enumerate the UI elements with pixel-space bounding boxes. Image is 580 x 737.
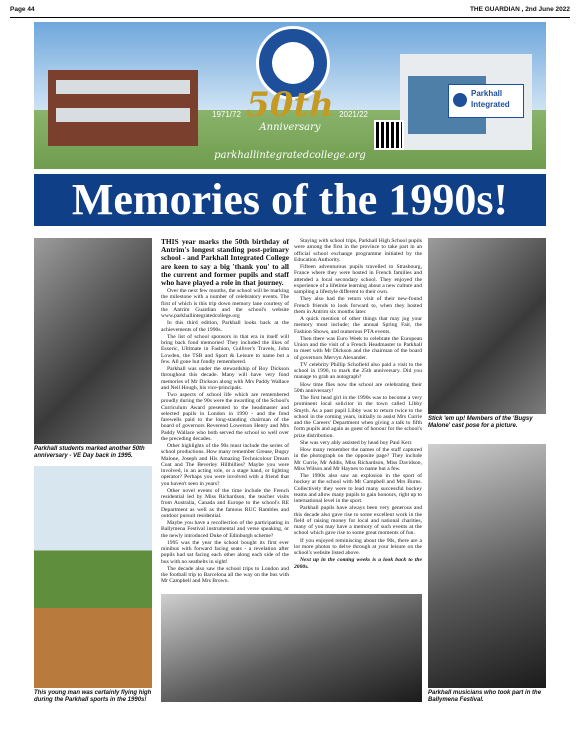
crest-inner xyxy=(272,42,314,84)
brand-line-2: Integrated xyxy=(471,100,510,109)
article-para: Parkhall was under the stewardship of Roy Dickson throughout this decade. Many will have very fond memories of Mr Dickson along with Mrs Paddy Wallace and Neil Hough, his vice-principals. xyxy=(161,366,289,391)
photo-musicians xyxy=(428,444,546,688)
page-number: Page 44 xyxy=(10,6,35,13)
page-title: Memories of the 1990s! xyxy=(34,174,546,226)
school-url: parkhallintegratedcollege.org xyxy=(214,150,366,161)
article-para: Two aspects of school life which are remembered proudly during the 90s were the awarding of the School's Curriculum Award presented to the headmaster and selected pupils in London in 1990 - and the fond farewells paid to the long-standing chairman of the board of governors Reverend Lowerson Henry and Mrs Paddy Wallace who both served the school so well over the preceding decades. xyxy=(161,392,289,442)
article-para: The 1990s also saw an explosion in the sport of hockey at the school with Mr Campbell and Mrs Burns. Collectively they were to lead many successful hockey teams and allow many pupils to gain honours, right up to international level in the sport. xyxy=(294,473,422,504)
caption-jumper: This young man was certainly flying high during the Parkhall sports in the 1990s! xyxy=(34,690,152,704)
photo-bugsy-malone xyxy=(428,238,546,414)
brand-line-1: Parkhall xyxy=(471,89,503,98)
article-para: The list of school sponsors in that era in itself will bring back fond memories! They included the likes of Essoric, Ultimate in Fashion, Gulliver's Travels, John Lowden, the TSB and Sport & Leisure to name but a few. All gone but fondly remembered. xyxy=(161,333,289,365)
school-brand-badge xyxy=(448,84,524,118)
article-para: Over the next few months, the school will be marking the milestone with a number of celebratory events. The first of which is this trip down memory lane courtesy of the Antrim Guardian and the school's website www.parkhallintegratedcollege.org xyxy=(161,288,289,320)
masthead: THE GUARDIAN , 2nd June 2022 xyxy=(469,6,570,13)
article-para: Maybe you have a recollection of the participating in Ballymena Festival instrumental and verse speaking, or the newly introduced Duke of Edinburgh scheme? xyxy=(161,520,289,539)
article-para: TV celebrity Phillip Schofield also paid a visit to the school in 1996, to mark the 25th anniversary. Did you manage to grab an autograph? xyxy=(294,361,422,381)
article-para: A quick mention of other things that may jog your memory must include; the annual Spring Fair, the Fashion Shows, and numerous PTA events. xyxy=(294,316,422,335)
article-para: The first head girl in the 1990s was to become a very prominent local solicitor in the town called Libby Smyth. As a past pupil Libby was to return twice to the school in the coming years, initially to assist Mrs Currie and the Careers' Department when giving a talk to fifth form pupils and again as guest of honour for the school's prize distribution. xyxy=(294,395,422,439)
article-para: Parkhall pupils have always been very generous and this decade also gave rise to some excellent work in the field of raising money for local and national charities, many of you may have a memory of such events at the school which gave rise to some great moments of fun. xyxy=(294,505,422,537)
article-para: 1995 was the year the school bought its first ever minibus with forward facing seats - a revelation after pupils had sat facing each other along each side of the bus with no seatbelts in sight! xyxy=(161,539,289,565)
anniversary-fifty: 50th xyxy=(246,85,334,125)
brand-logo-icon xyxy=(453,93,467,107)
year-end: 2021/22 xyxy=(339,110,368,119)
photo-long-jump xyxy=(34,466,152,688)
anniversary-banner xyxy=(34,22,546,169)
article-para: How time flies now the school are celebrating their 50th anniversary! xyxy=(294,381,422,394)
photo-ve-day-students xyxy=(34,238,152,444)
article-para: If you enjoyed reminiscing about the 90s, there are a lot more photos to delve through at your leisure on the school's website listed above. xyxy=(294,537,422,556)
article-para: Staying with school trips, Parkhall High School pupils were among the first in the province to take part in an official school exchange programme initiated by the Education Authority. xyxy=(294,238,422,263)
building-windows-lower xyxy=(56,108,190,122)
article-para: They also had the return visit of their new-found French friends to look forward to, when they hosted them in Antrim six months later. xyxy=(294,296,422,315)
article-column-1 xyxy=(161,238,289,590)
article-para: Other novel events of the time include the French residential led by Miss Richardson, the teacher visits from Australia, Canada and Europe to the school's RE Department as well as the famous RUC Rambles and outdoor pursuit residential. xyxy=(161,487,289,519)
caption-musicians: Parkhall musicians who took part in the Ballymena Festival. xyxy=(428,690,542,704)
article-lead: THIS year marks the 50th birthday of Antrim's longest standing post-primary school - and Parkhall Integrated College are keen to say a big 'thank you' to all the current and former pupils and staff who have played a role in that journey. xyxy=(161,238,289,288)
qr-code-icon xyxy=(374,120,404,150)
article-para: In this third edition, Parkhall looks back at the achievements of the 1990s. xyxy=(161,320,289,333)
article-para: The decade also saw the school trips to London and the football trip to Barcelona all the way on the bus with Mr Campbell and Mrs Brown. xyxy=(161,565,289,585)
old-school-building xyxy=(48,70,198,146)
year-start: 1971/72 xyxy=(212,110,241,119)
article-para: Other highlights of the 90s must include the series of school productions. How many remember Grease, Bugsy Malone, Joseph and His Amazing Technicolour Dream Coat and The Beverley Hillbillies? Maybe you were involved, in an acting role, or a stage hand, or lighting operator? Perhaps you were involved with a friend that you haven't seen in years? xyxy=(161,443,289,487)
building-windows-upper xyxy=(56,80,190,94)
article-para: She was very ably assisted by head boy Paul Kerr. xyxy=(300,439,413,446)
article-para: Fifteen adventurous pupils travelled to Strasbourg, France where they were hosted in French families and attended a local secondary school. They enjoyed the experience of a lifetime learning about a new culture and sampling a lifestyle different to their own. xyxy=(294,264,422,295)
article-closing: Next up in the coming weeks is a look back to the 2000s. xyxy=(294,557,422,570)
header-rule xyxy=(10,17,570,18)
article-column-2 xyxy=(294,238,422,590)
caption-bugsy: Stick 'em up! Members of the 'Bugsy Malone' cast pose for a picture. xyxy=(428,416,533,430)
photo-staff-group xyxy=(161,594,422,702)
caption-students: Parkhall students marked another 50th anniversary - VE Day back in 1995. xyxy=(34,446,145,460)
anniversary-word: Anniversary xyxy=(259,122,321,133)
article-para: Then there was Euro Week to celebrate the European Union and the visit of a French Headmaster to Parkhall to meet with Mr Dickson and the chairman of the board of governors Mervyn Alexander. xyxy=(294,335,422,361)
article-para: How many remember the names of the staff captured in the photograph on the opposite page? They include Mr Currie, Mr Addis, Miss Richardson, Miss Davidson, Miss Wilson and Mr Haynes to name but a few. xyxy=(294,447,422,472)
